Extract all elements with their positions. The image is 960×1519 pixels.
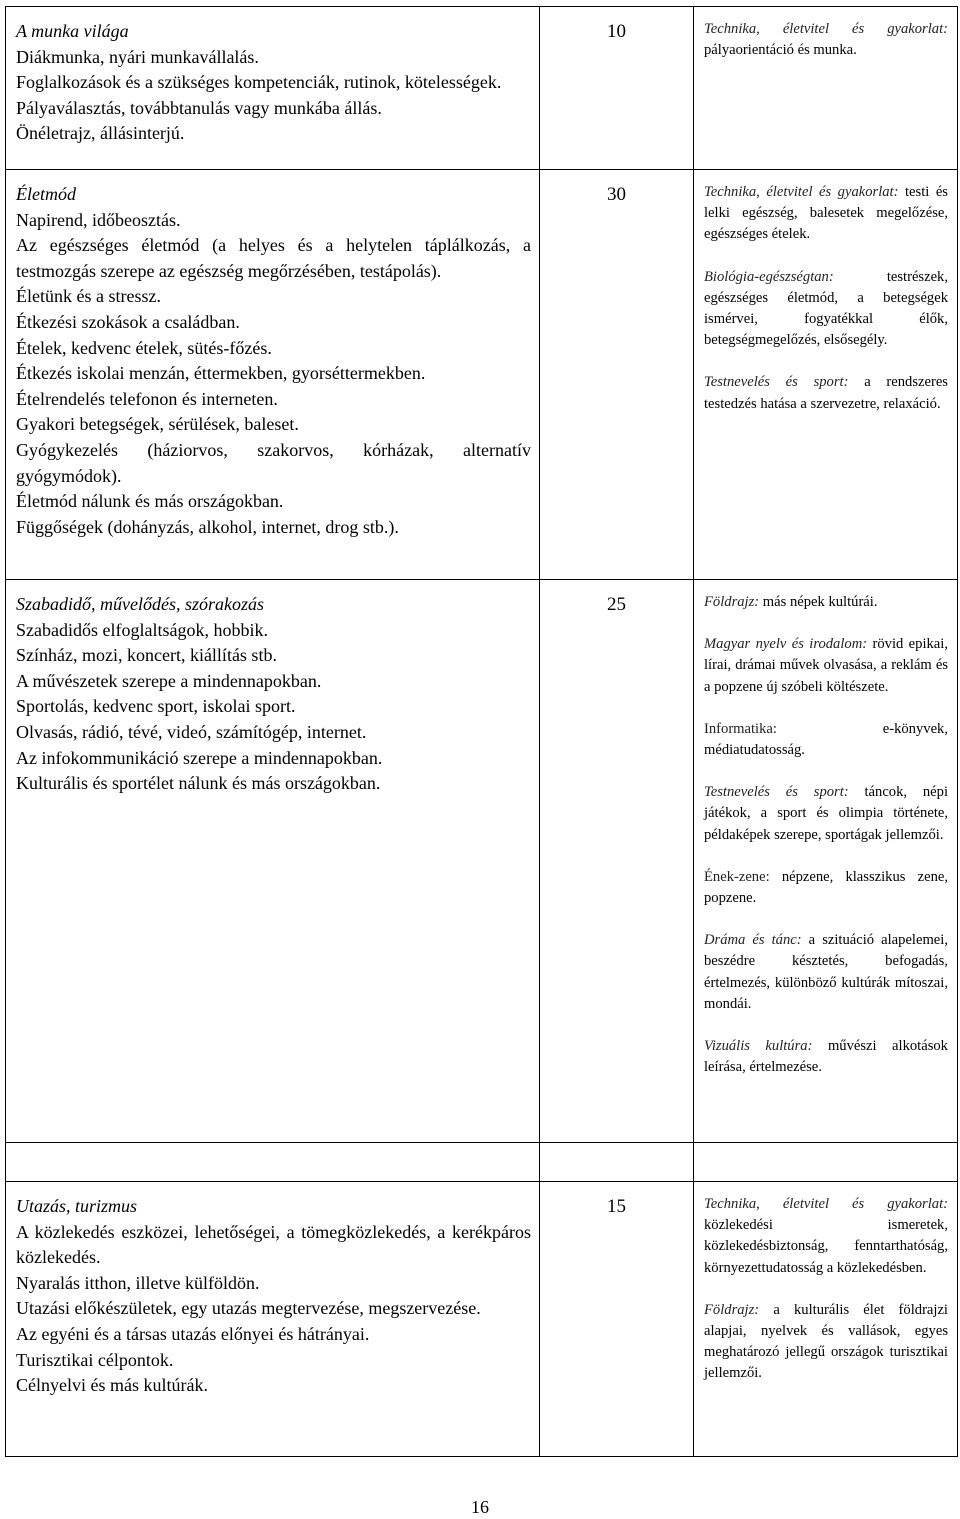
topic-row [6, 7, 958, 170]
topic-line: Az infokommunikáció szerepe a mindennapokban. [16, 747, 383, 768]
crosslink-subject: Technika, életvitel és gyakorlat: [704, 1196, 948, 1212]
hours-value: 25 [607, 594, 626, 615]
topic-line: A művészetek szerepe a mindennapokban. [16, 670, 322, 691]
page-number: 16 [471, 1497, 489, 1517]
topic-line: Pályaválasztás, továbbtanulás vagy munkába állás. [16, 97, 382, 118]
crosslink-subject: Magyar nyelv és irodalom: [704, 636, 868, 653]
crosslink-item [704, 267, 948, 352]
topic-cell [6, 7, 540, 170]
hours-value: 15 [607, 1196, 626, 1217]
hours-cell [540, 580, 694, 1143]
topic-title: Szabadidő, művelődés, szórakozás [16, 594, 264, 614]
crosslink-subject: Vizuális kultúra: [704, 1038, 813, 1055]
topic-title: Utazás, turizmus [16, 1196, 138, 1216]
crosslink-text: közlekedési ismeretek, közlekedésbiztonság, fenntarthatóság, környezettudatosság a közlekedésben. [704, 1217, 948, 1276]
links-cell [694, 7, 958, 170]
crosslink-text: pályaorientáció és munka. [704, 42, 857, 59]
crosslink-subject: Technika, életvitel és gyakorlat: [704, 21, 948, 37]
crosslink-item [704, 1036, 948, 1078]
hours-cell [540, 1182, 694, 1457]
topic-line: Turisztikai célpontok. [16, 1349, 174, 1370]
topic-line: Az egyéni és a társas utazás előnyei és hátrányai. [16, 1323, 370, 1344]
crosslink-subject: Testnevelés és sport: [704, 784, 849, 801]
crosslink-subject: Földrajz: [704, 594, 760, 610]
crosslink-subject: Technika, életvitel és gyakorlat: [704, 184, 899, 200]
hours-cell [540, 7, 694, 170]
crosslink-text: e-könyvek, médiatudatosság. [704, 720, 948, 759]
topic-line: Önéletrajz, állásinterjú. [16, 123, 185, 144]
crosslink-item [704, 1300, 948, 1385]
crosslink-text: táncok, népi játékok, a sport és olimpia története, példaképek szerepe, sportágak jellemzői. [704, 784, 948, 843]
crosslink-item [704, 1194, 948, 1279]
crosslink-item [704, 719, 948, 761]
topic-line: Szabadidős elfoglaltságok, hobbik. [16, 619, 268, 640]
topic-line: Nyaralás itthon, illetve külföldön. [16, 1272, 260, 1293]
topic-title: A munka világa [16, 21, 129, 41]
topic-row [6, 170, 958, 580]
crosslink-item [704, 634, 948, 698]
crosslink-subject: Informatika: [704, 720, 777, 737]
crosslink-item [704, 592, 948, 613]
crosslink-subject: Biológia-egészségtan: [704, 268, 834, 285]
hours-cell [540, 170, 694, 580]
topic-line: Ételrendelés telefonon és interneten. [16, 388, 278, 409]
crosslink-item [704, 19, 948, 61]
crosslink-subject: Ének-zene: [704, 868, 770, 885]
topic-line: Függőségek (dohányzás, alkohol, internet, drog stb.). [16, 516, 399, 537]
spacer-row [6, 1143, 958, 1182]
topic-line: Életünk és a stressz. [16, 286, 161, 307]
topic-cell [6, 580, 540, 1143]
topic-line: Ételek, kedvenc ételek, sütés-főzés. [16, 337, 272, 358]
topic-line: Olvasás, rádió, tévé, videó, számítógép, internet. [16, 721, 367, 742]
links-cell [694, 1182, 958, 1457]
hours-value: 30 [607, 184, 626, 205]
crosslink-item [704, 182, 948, 246]
links-cell [694, 580, 958, 1143]
topic-line: Diákmunka, nyári munkavállalás. [16, 46, 259, 67]
crosslink-text: népzene, klasszikus zene, popzene. [704, 868, 948, 907]
topic-line: Célnyelvi és más kultúrák. [16, 1375, 208, 1396]
crosslink-subject: Testnevelés és sport: [704, 374, 849, 391]
topic-line: A közlekedés eszközei, lehetőségei, a tömegközlekedés, a kerékpáros közlekedés. [16, 1221, 531, 1268]
spacer-cell [694, 1143, 958, 1182]
links-cell [694, 170, 958, 580]
topic-line: Napirend, időbeosztás. [16, 209, 181, 230]
hours-value: 10 [607, 21, 626, 42]
topic-line: Foglalkozások és a szükséges kompetenciák, rutinok, kötelességek. [16, 72, 502, 93]
topic-title: Életmód [16, 184, 76, 204]
topic-line: Színház, mozi, koncert, kiállítás stb. [16, 645, 277, 666]
crosslink-text: más népek kultúrái. [762, 594, 878, 610]
topic-line: Étkezési szokások a családban. [16, 311, 240, 332]
topic-line: Kulturális és sportélet nálunk és más országokban. [16, 773, 381, 794]
topic-line: Sportolás, kedvenc sport, iskolai sport. [16, 696, 296, 717]
topic-line: Gyakori betegségek, sérülések, baleset. [16, 414, 299, 435]
topic-line: Utazási előkészületek, egy utazás megtervezése, megszervezése. [16, 1298, 481, 1319]
topic-cell [6, 170, 540, 580]
topic-line: Az egészséges életmód (a helyes és a helytelen táplálkozás, a testmozgás szerepe az egészség megőrzésében, testápolás). [16, 235, 531, 281]
topic-line: Gyógykezelés (háziorvos, szakorvos, kórházak, alternatív gyógymódok). [16, 439, 531, 486]
crosslink-text: a kulturális élet földrajzi alapjai, nyelvek és vallások, egyes meghatározó jellegű országok turisztikai jellemzői. [704, 1301, 948, 1382]
topic-row [6, 580, 958, 1143]
crosslink-item [704, 930, 948, 1015]
crosslink-subject: Dráma és tánc: [704, 932, 802, 949]
topic-row [6, 1182, 958, 1457]
crosslink-item [704, 782, 948, 846]
crosslink-subject: Földrajz: [704, 1301, 760, 1318]
crosslink-text: testi és lelki egészség, balesetek megelőzése, egészséges ételek. [704, 184, 948, 243]
topic-line: Étkezés iskolai menzán, éttermekben, gyorséttermekben. [16, 363, 426, 384]
topic-cell [6, 1182, 540, 1457]
crosslink-text: művészi alkotások leírása, értelmezése. [704, 1038, 948, 1076]
crosslink-item [704, 867, 948, 909]
curriculum-table [5, 6, 958, 1457]
crosslink-text: a rendszeres testedzés hatása a szervezetre, relaxáció. [704, 374, 948, 412]
spacer-cell [540, 1143, 694, 1182]
crosslink-text: a szituáció alapelemei, beszédre késztetés, befogadás, értelmezés, különböző kultúrák mítoszai, mondái. [704, 932, 948, 1012]
crosslink-item [704, 372, 948, 414]
curriculum-table-body [6, 7, 958, 1457]
topic-line: Életmód nálunk és más országokban. [16, 491, 284, 512]
spacer-cell [6, 1143, 540, 1182]
crosslink-text: rövid epikai, lírai, drámai művek olvasása, a reklám és a popzene új szóbeli költészete. [704, 636, 948, 695]
crosslink-text: testrészek, egészséges életmód, a betegségek ismérvei, fogyatékkal élők, betegségmegelőzés, elsősegély. [704, 268, 948, 349]
